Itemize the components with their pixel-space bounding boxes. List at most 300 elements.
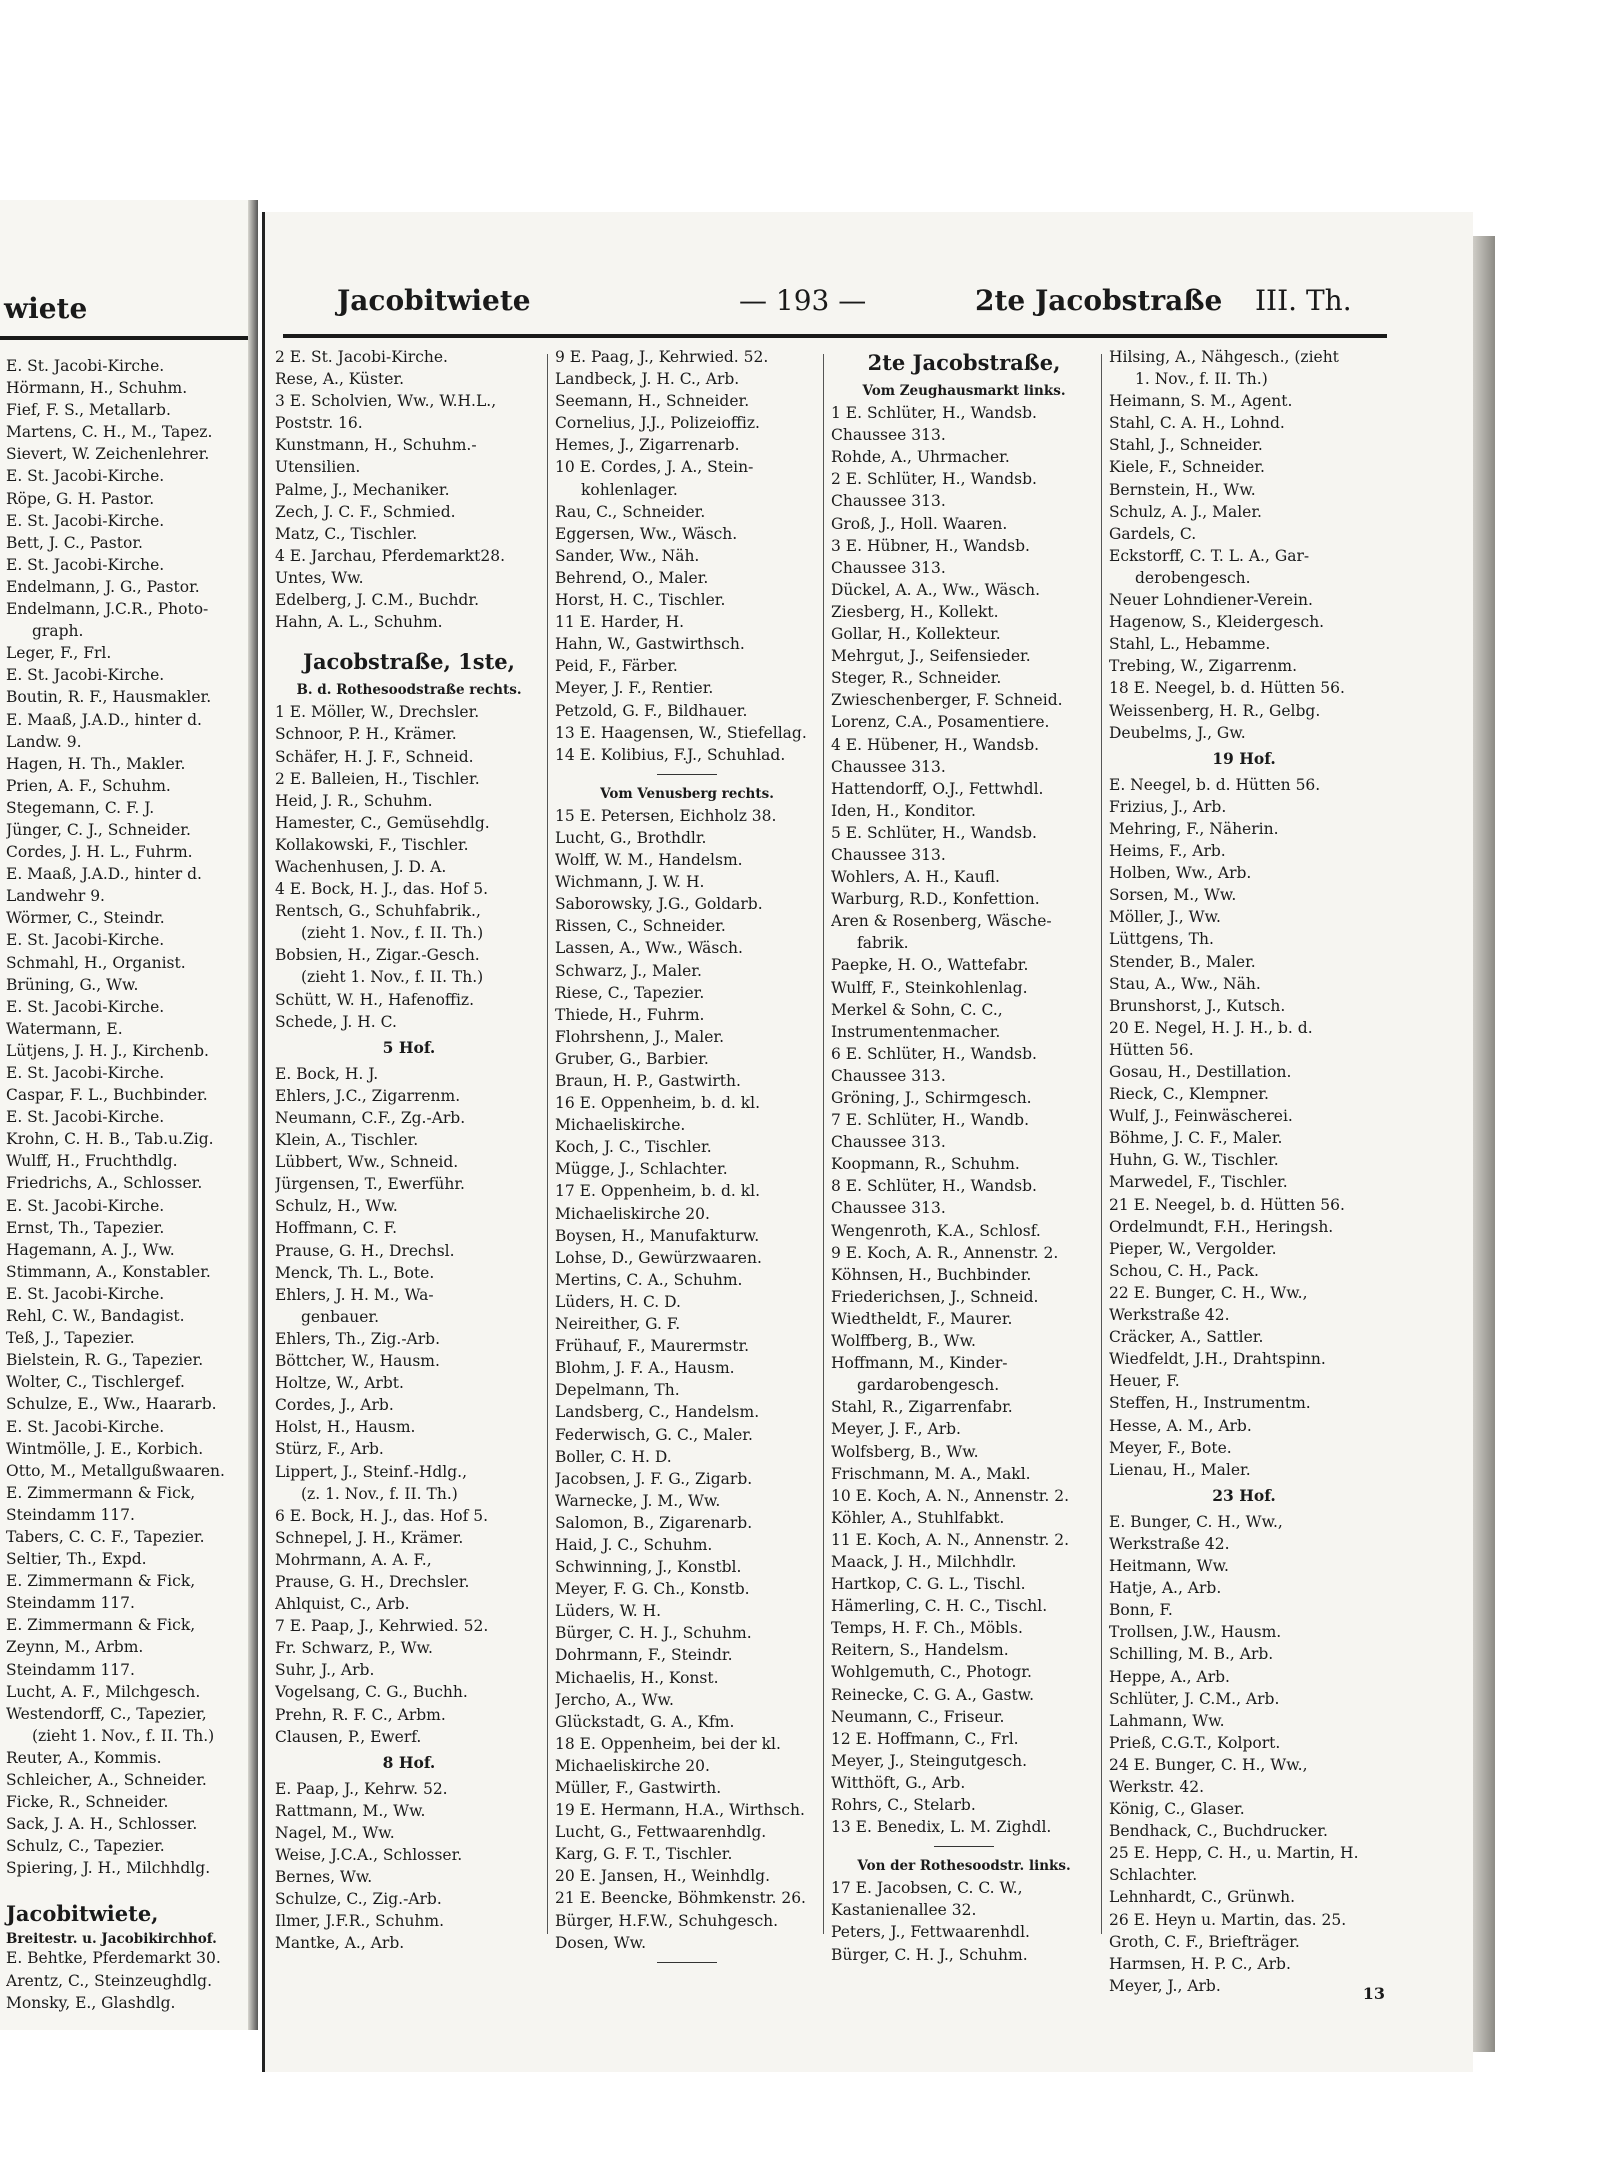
directory-entry: E. Neegel, b. d. Hütten 56.: [1109, 775, 1321, 794]
directory-entry: Lüttgens, Th.: [1109, 930, 1214, 949]
directory-entry: Wulff, H., Fruchthdlg.: [6, 1152, 178, 1171]
directory-entry: Kunstmann, H., Schuhm.-: [275, 436, 477, 455]
directory-entry: Eggersen, Ww., Wäsch.: [555, 524, 738, 543]
directory-entry: 26 E. Heyn u. Martin, das. 25.: [1109, 1910, 1347, 1929]
directory-entry: kohlenlager.: [581, 480, 678, 499]
directory-entry: Lahmann, Ww.: [1109, 1711, 1225, 1730]
directory-entry: Petzold, G. F., Bildhauer.: [555, 701, 748, 720]
directory-entry: 18 E. Oppenheim, bei der kl.: [555, 1734, 781, 1753]
directory-entry: E. St. Jacobi-Kirche.: [6, 1064, 165, 1082]
directory-entry: Endelmann, J. G., Pastor.: [6, 577, 200, 596]
book-gutter: [248, 200, 258, 2030]
directory-entry: E. St. Jacobi-Kirche.: [6, 511, 165, 530]
directory-entry: 2 E. St. Jacobi-Kirche.: [275, 348, 448, 366]
directory-entry: Dückel, A. A., Ww., Wäsch.: [831, 580, 1041, 599]
directory-entry: Mohrmann, A. A. F.,: [275, 1550, 432, 1569]
directory-entry: Jünger, C. J., Schneider.: [6, 820, 191, 839]
directory-entry: Ernst, Th., Tapezier.: [6, 1218, 165, 1237]
directory-entry: Menck, Th. L., Bote.: [275, 1263, 435, 1282]
directory-entry: Sorsen, M., Ww.: [1109, 886, 1237, 905]
directory-entry: Heuer, F.: [1109, 1372, 1180, 1391]
directory-entry: Chaussee 313.: [831, 1133, 946, 1152]
directory-entry: Stahl, J., Schneider.: [1109, 436, 1263, 455]
directory-entry: Bobsien, H., Zigar.-Gesch.: [275, 946, 480, 965]
directory-entry: Müller, F., Gastwirth.: [555, 1779, 722, 1797]
directory-entry: 4 E. Bock, H. J., das. Hof 5.: [275, 880, 489, 899]
col3-entry-list: [831, 402, 1097, 1838]
col1-entry-list: [275, 1778, 543, 1955]
directory-entry: Böttcher, W., Hausm.: [275, 1352, 440, 1371]
directory-entry: Friedrichs, A., Schlosser.: [6, 1174, 203, 1193]
directory-entry: Chaussee 313.: [831, 757, 946, 776]
directory-entry: Kiele, F., Schneider.: [1109, 458, 1265, 477]
column-3: [831, 346, 1097, 1966]
directory-entry: Reuter, A., Kommis.: [6, 1748, 162, 1767]
directory-entry: Prehn, R. F. C., Arbm.: [275, 1705, 446, 1724]
directory-entry: Seemann, H., Schneider.: [555, 392, 750, 411]
page-number: — 193 —: [739, 284, 867, 317]
directory-entry: Röpe, G. H. Pastor.: [6, 489, 155, 508]
directory-entry: Stegemann, C. F. J.: [6, 798, 155, 817]
directory-entry: Eckstorff, C. T. L. A., Gar-: [1109, 546, 1310, 565]
left-header-rule: [0, 336, 248, 340]
directory-entry: Gosau, H., Destillation.: [1109, 1063, 1292, 1081]
directory-entry: E. Paap, J., Kehrw. 52.: [275, 1779, 448, 1798]
directory-entry: Koch, J. C., Tischler.: [555, 1138, 712, 1157]
directory-entry: Fr. Schwarz, P., Ww.: [275, 1639, 433, 1658]
running-header: [265, 284, 1385, 324]
directory-entry: Zech, J. C. F., Schmied.: [275, 502, 456, 521]
directory-entry: Schütt, W. H., Hafenoffiz.: [275, 990, 474, 1009]
directory-entry: Dohrmann, F., Steindr.: [555, 1646, 733, 1665]
directory-entry: 13 E. Haagensen, W., Stiefellag.: [555, 723, 807, 742]
directory-entry: Stender, B., Maler.: [1109, 952, 1256, 971]
directory-entry: Koopmann, R., Schuhm.: [831, 1155, 1020, 1174]
directory-entry: Rese, A., Küster.: [275, 370, 405, 389]
directory-entry: Kollakowski, F., Tischler.: [275, 835, 469, 854]
directory-entry: Ehlers, Th., Zig.-Arb.: [275, 1329, 441, 1348]
directory-entry: Salomon, B., Zigarenarb.: [555, 1513, 753, 1532]
col1-section-subtitle: B. d. Rothesoodstraße rechts.: [296, 682, 522, 699]
directory-entry: Werkstr. 42.: [1109, 1778, 1205, 1796]
directory-entry: Bett, J. C., Pastor.: [6, 533, 143, 552]
directory-entry: Suhr, J., Arb.: [275, 1661, 375, 1680]
directory-entry: Spiering, J. H., Milchhdlg.: [6, 1859, 211, 1878]
directory-entry: Brunshorst, J., Kutsch.: [1109, 996, 1286, 1015]
directory-entry: Friederichsen, J., Schneid.: [831, 1287, 1039, 1306]
directory-entry: 24 E. Bunger, C. H., Ww.,: [1109, 1755, 1308, 1774]
directory-entry: Chaussee 313.: [831, 845, 946, 864]
directory-entry: 9 E. Koch, A. R., Annenstr. 2.: [831, 1243, 1059, 1262]
directory-entry: Bürger, C. H. J., Schuhm.: [555, 1624, 752, 1643]
directory-entry: Trebing, W., Zigarrenm.: [1109, 657, 1298, 676]
col3-section-subtitle: Vom Zeughausmarkt links.: [862, 383, 1066, 399]
directory-entry: Meyer, F. G. Ch., Konstb.: [555, 1580, 750, 1599]
directory-entry: Gardels, C.: [1109, 524, 1197, 543]
directory-entry: 11 E. Koch, A. N., Annenstr. 2.: [831, 1530, 1070, 1549]
left-column: [6, 355, 246, 2014]
directory-entry: Hartkop, C. G. L., Tischl.: [831, 1575, 1026, 1594]
col2-entry-list: [555, 346, 819, 766]
directory-entry: 12 E. Hoffmann, C., Frl.: [831, 1729, 1019, 1748]
directory-entry: Saborowsky, J.G., Goldarb.: [555, 895, 763, 914]
directory-entry: Prause, G. H., Drechsler.: [275, 1572, 470, 1591]
directory-entry: Arentz, C., Steinzeughdlg.: [6, 1971, 213, 1990]
directory-entry: Warnecke, J. M., Ww.: [555, 1491, 721, 1510]
directory-entry: Weise, J.C.A., Schlosser.: [275, 1846, 463, 1865]
directory-entry: 3 E. Hübner, H., Wandsb.: [831, 536, 1030, 555]
directory-entry: Bielstein, R. G., Tapezier.: [6, 1351, 204, 1370]
directory-entry: E. Bunger, C. H., Ww.,: [1109, 1512, 1283, 1531]
header-section: III. Th.: [1255, 284, 1352, 317]
directory-entry: Westendorff, C., Tapezier,: [6, 1704, 207, 1723]
directory-entry: Stahl, C. A. H., Lohnd.: [1109, 414, 1285, 433]
directory-entry: Schäfer, H. J. F., Schneid.: [275, 747, 474, 766]
directory-entry: Schulze, E., Ww., Haararb.: [6, 1395, 217, 1414]
col1-entry-list: [275, 346, 543, 633]
directory-entry: Gruber, G., Barbier.: [555, 1049, 709, 1068]
directory-entry: E. Behtke, Pferdemarkt 30.: [6, 1949, 221, 1968]
directory-entry: Prause, G. H., Drechsl.: [275, 1241, 455, 1260]
directory-entry: Schulze, C., Zig.-Arb.: [275, 1890, 442, 1909]
directory-entry: Schnoor, P. H., Krämer.: [275, 725, 457, 744]
column-divider: [823, 354, 824, 1934]
directory-entry: Schede, J. H. C.: [275, 1012, 397, 1031]
hof-heading: 19 Hof.: [1212, 748, 1276, 768]
directory-entry: 4 E. Hübener, H., Wandsb.: [831, 735, 1040, 754]
directory-entry: Groß, J., Holl. Waaren.: [831, 514, 1008, 533]
directory-entry: Werkstraße 42.: [1109, 1306, 1230, 1325]
directory-entry: Haid, J. C., Schuhm.: [555, 1535, 713, 1554]
directory-entry: Mertins, C. A., Schuhm.: [555, 1270, 743, 1289]
directory-entry: Wörmer, C., Steindr.: [6, 909, 165, 928]
col4-entry-list: [1109, 774, 1379, 1481]
col2-entry-list: [555, 805, 819, 1954]
directory-entry: Harmsen, H. P. C., Arb.: [1109, 1954, 1291, 1973]
directory-entry: 16 E. Oppenheim, b. d. kl.: [555, 1094, 761, 1113]
directory-entry: (zieht 1. Nov., f. II. Th.): [301, 924, 484, 943]
right-page: [262, 212, 1473, 2072]
directory-entry: Hattendorff, O.J., Fettwhdl.: [831, 779, 1044, 798]
signature-mark: 13: [1362, 1984, 1385, 2003]
directory-entry: Ahlquist, C., Arb.: [275, 1595, 410, 1614]
directory-entry: 7 E. Schlüter, H., Wandb.: [831, 1111, 1030, 1130]
directory-entry: Mantke, A., Arb.: [275, 1934, 405, 1953]
col1-entry-list: [275, 1063, 543, 1748]
directory-entry: Krohn, C. H. B., Tab.u.Zig.: [6, 1130, 214, 1149]
directory-entry: Hahn, W., Gastwirthsch.: [555, 635, 745, 654]
directory-entry: E. Bock, H. J.: [275, 1064, 379, 1083]
directory-entry: Michaelis, H., Konst.: [555, 1668, 719, 1687]
directory-entry: Seltier, Th., Expd.: [6, 1550, 147, 1569]
directory-entry: Untes, Ww.: [275, 568, 364, 587]
directory-entry: Lassen, A., Ww., Wäsch.: [555, 939, 743, 958]
directory-entry: Neumann, C.F., Zg.-Arb.: [275, 1109, 466, 1127]
directory-entry: 17 E. Oppenheim, b. d. kl.: [555, 1182, 761, 1201]
directory-entry: Chaussee 313.: [831, 426, 946, 445]
directory-entry: Möller, J., Ww.: [1109, 908, 1221, 927]
directory-entry: E. St. Jacobi-Kirche.: [6, 467, 165, 486]
directory-entry: 1 E. Schlüter, H., Wandsb.: [831, 404, 1037, 423]
directory-entry: E. Zimmermann & Fick,: [6, 1616, 196, 1635]
directory-entry: Heppe, A., Arb.: [1109, 1667, 1230, 1686]
directory-entry: Lehnhardt, C., Grünwh.: [1109, 1888, 1296, 1907]
directory-entry: Michaeliskirche.: [555, 1116, 686, 1135]
directory-entry: Heimann, S. M., Agent.: [1109, 392, 1293, 411]
directory-entry: Peid, F., Färber.: [555, 657, 678, 676]
directory-entry: Stau, A., Ww., Näh.: [1109, 974, 1261, 993]
left-section-entry-list: [6, 1947, 246, 2013]
directory-entry: 6 E. Bock, H. J., das. Hof 5.: [275, 1506, 489, 1525]
directory-entry: genbauer.: [301, 1307, 380, 1326]
directory-entry: Heid, J. R., Schuhm.: [275, 791, 433, 810]
directory-entry: Köhler, A., Stuhlfabkt.: [831, 1508, 1005, 1527]
header-left-title: Jacobitwiete: [337, 284, 531, 317]
separator: [657, 1962, 717, 1963]
directory-entry: Landbeck, J. H. C., Arb.: [555, 370, 740, 389]
directory-entry: 5 E. Schlüter, H., Wandsb.: [831, 823, 1037, 842]
directory-entry: E. St. Jacobi-Kirche.: [6, 1196, 165, 1215]
directory-entry: Blohm, J. F. A., Hausm.: [555, 1359, 735, 1378]
column-2: [555, 346, 819, 1971]
directory-entry: Bendhack, C., Buchdrucker.: [1109, 1822, 1328, 1841]
directory-entry: (zieht 1. Nov., f. II. Th.): [301, 968, 484, 987]
hof-heading: 5 Hof.: [382, 1037, 436, 1057]
directory-entry: Landsberg, C., Handelsm.: [555, 1403, 760, 1422]
directory-entry: Wolfsberg, B., Ww.: [831, 1442, 979, 1461]
directory-entry: Dosen, Ww.: [555, 1933, 647, 1952]
directory-entry: Palme, J., Mechaniker.: [275, 480, 450, 499]
directory-entry: Wulff, F., Steinkohlenlag.: [831, 978, 1028, 997]
directory-entry: 2 E. Balleien, H., Tischler.: [275, 769, 480, 788]
col4-entry-list: [1109, 346, 1379, 744]
header-rule: [283, 334, 1387, 338]
left-section-subtitle: Breitestr. u. Jacobikirchhof.: [6, 1931, 217, 1948]
directory-entry: 3 E. Scholvien, Ww., W.H.L.,: [275, 392, 497, 411]
directory-entry: Brüning, G., Ww.: [6, 975, 139, 994]
hof-heading: 23 Hof.: [1212, 1485, 1276, 1505]
directory-entry: Edelberg, J. C.M., Buchdr.: [275, 591, 479, 610]
directory-entry: Hahn, A. L., Schuhm.: [275, 613, 443, 632]
directory-entry: Steindamm 117.: [6, 1505, 135, 1524]
directory-entry: Wulf, J., Feinwäscherei.: [1109, 1107, 1293, 1126]
directory-entry: Mehring, F., Näherin.: [1109, 819, 1279, 838]
directory-entry: Boller, C. H. D.: [555, 1447, 672, 1466]
directory-entry: Schnepel, J. H., Krämer.: [275, 1528, 464, 1547]
directory-entry: Frischmann, M. A., Makl.: [831, 1464, 1031, 1483]
directory-entry: Meyer, J., Arb.: [1109, 1976, 1221, 1995]
directory-entry: Bernes, Ww.: [275, 1868, 373, 1887]
directory-entry: Hämerling, C. H. C., Tischl.: [831, 1597, 1048, 1616]
directory-entry: Wiedtheldt, F., Maurer.: [831, 1309, 1013, 1328]
directory-entry: E. St. Jacobi-Kirche.: [6, 1108, 165, 1127]
directory-entry: Thiede, H., Fuhrm.: [555, 1005, 705, 1024]
directory-entry: Wohlgemuth, C., Photogr.: [831, 1663, 1032, 1682]
directory-entry: Lucht, G., Fettwaarenhdlg.: [555, 1823, 767, 1842]
directory-entry: Monsky, E., Glashdlg.: [6, 1993, 176, 2012]
directory-entry: E. Zimmermann & Fick,: [6, 1572, 196, 1591]
directory-entry: Schulz, A. J., Maler.: [1109, 502, 1262, 521]
directory-entry: E. Zimmermann & Fick,: [6, 1483, 196, 1502]
directory-entry: 6 E. Schlüter, H., Wandsb.: [831, 1044, 1037, 1063]
directory-entry: Paepke, H. O., Wattefabr.: [831, 956, 1029, 975]
directory-entry: Wohlers, A. H., Kaufl.: [831, 868, 1000, 887]
directory-entry: Wolff, W. M., Handelsm.: [555, 851, 743, 870]
directory-entry: Marwedel, F., Tischler.: [1109, 1173, 1288, 1192]
directory-entry: Chaussee 313.: [831, 1066, 946, 1085]
directory-entry: E. Maaß, J.A.D., hinter d.: [6, 710, 202, 729]
directory-entry: graph.: [32, 622, 84, 641]
directory-entry: Heitmann, Ww.: [1109, 1557, 1229, 1576]
directory-entry: E. St. Jacobi-Kirche.: [6, 555, 165, 574]
directory-entry: 19 E. Hermann, H.A., Wirthsch.: [555, 1801, 805, 1820]
directory-entry: Neuer Lohndiener-Verein.: [1109, 591, 1313, 610]
directory-entry: Weissenberg, H. R., Gelbg.: [1109, 701, 1321, 720]
directory-entry: Groth, C. F., Briefträger.: [1109, 1932, 1300, 1951]
directory-entry: Maack, J. H., Milchhdlr.: [831, 1552, 1017, 1571]
directory-entry: Schlachter.: [1109, 1866, 1198, 1885]
directory-entry: Steindamm 117.: [6, 1660, 135, 1679]
directory-entry: Lorenz, C.A., Posamentiere.: [831, 713, 1050, 732]
column-divider: [547, 354, 548, 1934]
directory-entry: Watermann, E.: [6, 1019, 123, 1038]
directory-entry: Hagenow, S., Kleidergesch.: [1109, 613, 1325, 632]
directory-entry: Lohse, D., Gewürzwaaren.: [555, 1248, 762, 1267]
directory-entry: Neumann, C., Friseur.: [831, 1707, 1005, 1726]
directory-entry: Warburg, R.D., Konfettion.: [831, 890, 1040, 909]
directory-entry: Merkel & Sohn, C. C.,: [831, 1000, 1003, 1019]
col1-section-title: Jacobstraße, 1ste,: [303, 649, 515, 675]
column-1: [275, 346, 543, 1955]
directory-entry: Cornelius, J.J., Polizeioffiz.: [555, 414, 760, 433]
directory-entry: (zieht 1. Nov., f. II. Th.): [32, 1726, 215, 1745]
directory-entry: Poststr. 16.: [275, 414, 363, 433]
directory-entry: Jacobsen, J. F. G., Zigarb.: [555, 1469, 753, 1488]
directory-entry: 17 E. Jacobsen, C. C. W.,: [831, 1879, 1023, 1898]
directory-entry: Depelmann, Th.: [555, 1381, 680, 1400]
directory-entry: Schwinning, J., Konstbl.: [555, 1558, 742, 1577]
directory-entry: Schwarz, J., Maler.: [555, 961, 702, 980]
col1-entry-list: [275, 701, 543, 1032]
directory-entry: Prieß, C.G.T., Kolport.: [1109, 1733, 1281, 1752]
directory-entry: Rau, C., Schneider.: [555, 502, 706, 521]
col3-section-subtitle: Von der Rothesoodstr. links.: [857, 1858, 1071, 1875]
directory-entry: 18 E. Neegel, b. d. Hütten 56.: [1109, 679, 1345, 698]
directory-entry: Reinecke, C. G. A., Gastw.: [831, 1685, 1035, 1704]
directory-entry: Böhme, J. C. F., Maler.: [1109, 1129, 1283, 1148]
directory-entry: Lippert, J., Steinf.-Hdlg.,: [275, 1462, 468, 1481]
directory-entry: Rissen, C., Schneider.: [555, 917, 726, 936]
directory-entry: Sander, Ww., Näh.: [555, 546, 700, 565]
directory-entry: Wolter, C., Tischlergef.: [6, 1373, 185, 1392]
directory-entry: Gröning, J., Schirmgesch.: [831, 1089, 1032, 1107]
directory-entry: Peters, J., Fettwaarenhdl.: [831, 1923, 1030, 1942]
directory-entry: Kastanienallee 32.: [831, 1901, 977, 1920]
directory-entry: Schulz, C., Tapezier.: [6, 1837, 165, 1856]
directory-entry: Otto, M., Metallgußwaaren.: [6, 1461, 225, 1480]
directory-entry: Stahl, R., Zigarrenfabr.: [831, 1398, 1013, 1417]
directory-entry: Instrumentenmacher.: [831, 1022, 1001, 1041]
directory-entry: Meyer, J. F., Rentier.: [555, 679, 714, 698]
directory-entry: Hatje, A., Arb.: [1109, 1579, 1222, 1598]
directory-entry: Michaeliskirche 20.: [555, 1756, 710, 1775]
directory-entry: Holst, H., Hausm.: [275, 1418, 416, 1437]
directory-entry: Steindamm 117.: [6, 1594, 135, 1613]
directory-entry: Stürz, F., Arb.: [275, 1440, 384, 1459]
directory-entry: Cordes, J. H. L., Fuhrm.: [6, 843, 193, 862]
directory-entry: Mügge, J., Schlachter.: [555, 1160, 728, 1179]
directory-entry: 2 E. Schlüter, H., Wandsb.: [831, 470, 1037, 489]
directory-entry: Hagemann, A. J., Ww.: [6, 1240, 175, 1259]
left-section-title: Jacobitwiete,: [6, 1901, 159, 1927]
directory-entry: Aren & Rosenberg, Wäsche-: [831, 912, 1052, 931]
directory-entry: Schleicher, A., Schneider.: [6, 1771, 207, 1789]
directory-entry: E. St. Jacobi-Kirche.: [6, 931, 165, 950]
directory-entry: 22 E. Bunger, C. H., Ww.,: [1109, 1283, 1308, 1302]
directory-entry: Glückstadt, G. A., Kfm.: [555, 1712, 735, 1731]
directory-entry: Witthöft, G., Arb.: [831, 1773, 966, 1792]
directory-entry: Rohrs, C., Stelarb.: [831, 1796, 976, 1814]
column-4: [1109, 346, 1379, 1997]
col2-section-subtitle: Vom Venusberg rechts.: [600, 785, 774, 802]
directory-entry: Lüders, W. H.: [555, 1602, 662, 1621]
directory-entry: Teß, J., Tapezier.: [6, 1329, 135, 1348]
directory-entry: Boysen, H., Manufakturw.: [555, 1226, 760, 1245]
directory-entry: Ficke, R., Schneider.: [6, 1793, 169, 1812]
directory-entry: 7 E. Paap, J., Kehrwied. 52.: [275, 1617, 489, 1636]
directory-entry: Behrend, O., Maler.: [555, 568, 709, 587]
directory-entry: Hemes, J., Zigarrenarb.: [555, 436, 740, 455]
directory-entry: Sack, J. A. H., Schlosser.: [6, 1815, 198, 1834]
directory-entry: 11 E. Harder, H.: [555, 613, 685, 632]
directory-entry: Boutin, R. F., Hausmakler.: [6, 688, 212, 707]
column-divider: [1101, 354, 1102, 1934]
directory-entry: Huhn, G. W., Tischler.: [1109, 1151, 1279, 1170]
directory-entry: Chaussee 313.: [831, 492, 946, 511]
col3-section-title: 2te Jacobstraße,: [867, 350, 1061, 375]
directory-entry: Meyer, J. F., Arb.: [831, 1420, 961, 1439]
directory-entry: Frizius, J., Arb.: [1109, 797, 1227, 816]
directory-entry: Lüders, H. C. D.: [555, 1292, 681, 1311]
directory-entry: Zeynn, M., Arbm.: [6, 1638, 144, 1657]
directory-entry: Michaeliskirche 20.: [555, 1204, 710, 1223]
directory-entry: Clausen, P., Ewerf.: [275, 1727, 422, 1746]
directory-entry: derobengesch.: [1135, 568, 1251, 587]
directory-entry: 10 E. Cordes, J. A., Stein-: [555, 458, 754, 477]
directory-entry: Fief, F. S., Metallarb.: [6, 401, 171, 420]
directory-entry: Holtze, W., Arbt.: [275, 1374, 404, 1393]
col4-entry-list: [1109, 1511, 1379, 1997]
directory-entry: Hagen, H. Th., Makler.: [6, 754, 186, 773]
directory-entry: Wolffberg, B., Ww.: [831, 1332, 976, 1351]
directory-entry: Caspar, F. L., Buchbinder.: [6, 1086, 208, 1105]
directory-entry: 8 E. Schlüter, H., Wandsb.: [831, 1177, 1037, 1196]
directory-entry: Rehl, C. W., Bandagist.: [6, 1307, 185, 1326]
separator: [934, 1846, 994, 1847]
directory-entry: E. Maaß, J.A.D., hinter d.: [6, 865, 202, 884]
directory-entry: Pieper, W., Vergolder.: [1109, 1239, 1277, 1258]
directory-entry: Rattmann, M., Ww.: [275, 1801, 426, 1820]
directory-entry: (z. 1. Nov., f. II. Th.): [301, 1484, 458, 1503]
left-page: [0, 200, 258, 2030]
header-right-title: 2te Jacobstraße: [975, 284, 1223, 317]
directory-entry: Bonn, F.: [1109, 1601, 1173, 1620]
directory-entry: Matz, C., Tischler.: [275, 524, 418, 543]
directory-entry: Endelmann, J.C.R., Photo-: [6, 600, 209, 619]
directory-entry: Lienau, H., Maler.: [1109, 1460, 1251, 1479]
directory-entry: 21 E. Beencke, Böhmkenstr. 26.: [555, 1889, 806, 1908]
separator: [657, 774, 717, 775]
